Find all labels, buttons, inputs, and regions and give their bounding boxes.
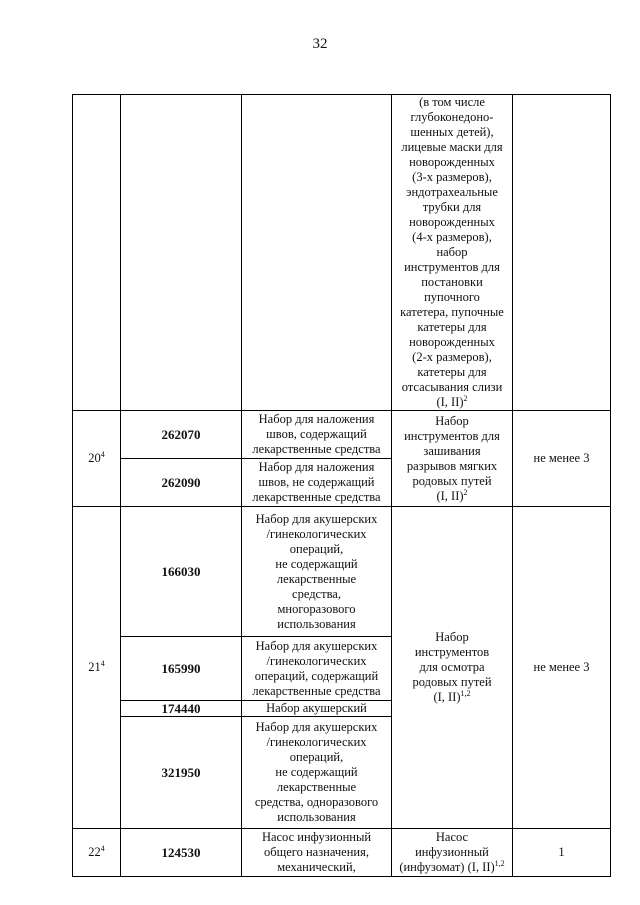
equipment-last-text: (I, II) [436,488,464,503]
equipment-cell [392,829,513,877]
item-name-line: использования [277,616,356,631]
equipment-last-line [394,489,510,504]
item-name-cell [242,507,392,637]
item-name-line: лекарственные средства [252,683,381,698]
equipment-line: Насос [435,830,469,844]
equipment-line: набор [436,245,468,259]
equipment-line: родовых путей [412,675,492,689]
equipment-cell [392,507,513,829]
code-cell: 174440 [121,701,242,717]
item-name-cell [242,637,392,701]
quantity-cell: не менее 3 [513,507,611,829]
row-number: 20 [88,451,101,465]
code-cell: 262070 [121,411,242,459]
equipment-last-line [394,690,510,705]
equipment-line: Набор [435,413,469,428]
equipment-line: Набор [435,630,469,644]
item-name-cell [242,717,392,829]
equipment-line: новорожденных [409,155,495,169]
equipment-line: катетеры для [417,320,487,334]
item-name-line: швов, содержащий [266,427,367,441]
item-name-line: Набор для акушерских [255,638,378,653]
footnote-ref: 1,2 [494,858,505,868]
item-name-line: Набор акушерский [266,701,367,715]
item-name-line: швов, не содержащий [258,475,375,489]
quantity-cell [513,95,611,411]
equipment-line: (в том числе [419,95,485,109]
item-name-line: не содержащий [275,556,358,571]
code-cell: 166030 [121,507,242,637]
row-number-cell [73,411,121,507]
item-name-line: механический, [277,860,356,874]
equipment-line: новорожденных [409,335,495,349]
item-name-line: не содержащий [275,765,358,779]
continuation-row [73,95,611,411]
equipment-line: (3-х размеров), [412,170,492,184]
equipment-line: инфузионный [415,845,489,859]
item-name-line: Набор для наложения [258,412,375,426]
equipment-last-line [394,860,510,875]
item-name-line: Насос инфузионный [261,830,372,844]
equipment-last-line: (I, II) [436,395,464,409]
table-row [73,507,611,637]
equipment-line: (4-х размеров), [412,230,492,244]
equipment-cell [392,95,513,411]
item-name-line: многоразового [277,601,356,616]
equipment-line: отсасывания слизи [401,380,503,394]
item-name-line: лекарственные средства [252,442,381,456]
equipment-last-text: (инфузомат) (I, II) [399,860,495,874]
footnote-ref: 2 [463,393,468,403]
equipment-line: шенных детей), [410,125,494,139]
item-name-line: лекарственные средства [252,490,381,504]
item-name-line: операций, содержащий [254,668,379,683]
equipment-line: новорожденных [409,215,495,229]
item-name-line: /гинекологических [266,653,367,668]
item-name-cell [242,95,392,411]
quantity-cell: не менее 3 [513,411,611,507]
item-name-line: Набор для наложения [258,460,375,474]
equipment-line: для осмотра [419,660,485,674]
item-name-line: Набор для акушерских [255,720,378,734]
code-cell [121,95,242,411]
code-cell: 262090 [121,459,242,507]
equipment-line: постановки [421,275,483,289]
item-name-line: средства, одноразового [254,795,379,809]
item-name-line: общего назначения, [264,845,369,859]
footnote-ref: 1,2 [460,688,471,698]
equipment-last-text: (I, II) [433,690,461,704]
equipment-cell [392,411,513,507]
item-name-line: использования [277,810,356,824]
item-name-cell [242,411,392,459]
row-number: 21 [88,660,101,674]
item-name-cell [242,701,392,717]
row-number-cell [73,507,121,829]
quantity-cell: 1 [513,829,611,877]
equipment-line: глубоконедоно- [410,110,494,124]
equipment-line: родовых путей [412,473,492,488]
equipment-line: инструментов для [404,260,500,274]
item-name-line: лекарственные [276,571,357,586]
equipment-line: катетеры для [417,365,487,379]
equipment-line: зашивания [423,443,481,458]
item-name-line: операций, [289,541,344,556]
item-name-cell [242,459,392,507]
code-cell: 165990 [121,637,242,701]
equipment-line: лицевые маски для [401,140,503,154]
page-number: 32 [312,36,328,52]
footnote-ref: 4 [100,843,105,853]
equipment-table [72,94,611,877]
item-name-line: операций, [289,750,344,764]
item-name-line: лекарственные [276,780,357,794]
equipment-line: инструментов для [404,428,500,443]
footnote-ref: 4 [100,449,105,459]
item-name-line: /гинекологических [266,735,367,749]
code-cell: 321950 [121,717,242,829]
footnote-ref: 4 [100,658,105,668]
equipment-line: инструментов [414,645,490,659]
code-cell: 124530 [121,829,242,877]
equipment-line: катетера, пупочные [400,305,504,319]
footnote-ref: 2 [463,487,468,497]
equipment-line: эндотрахеальные [406,185,498,199]
item-name-cell [242,829,392,877]
table-row [73,411,611,459]
table-row [73,829,611,877]
item-name-line: /гинекологических [266,526,367,541]
row-number-cell [73,829,121,877]
item-name-line: Набор для акушерских [255,511,378,526]
equipment-line: пупочного [424,290,480,304]
row-number-cell [73,95,121,411]
equipment-line: разрывов мягких [406,458,498,473]
equipment-line: (2-х размеров), [412,350,492,364]
item-name-line: средства, [292,586,341,601]
equipment-line: трубки для [422,200,482,214]
row-number: 22 [88,845,101,859]
